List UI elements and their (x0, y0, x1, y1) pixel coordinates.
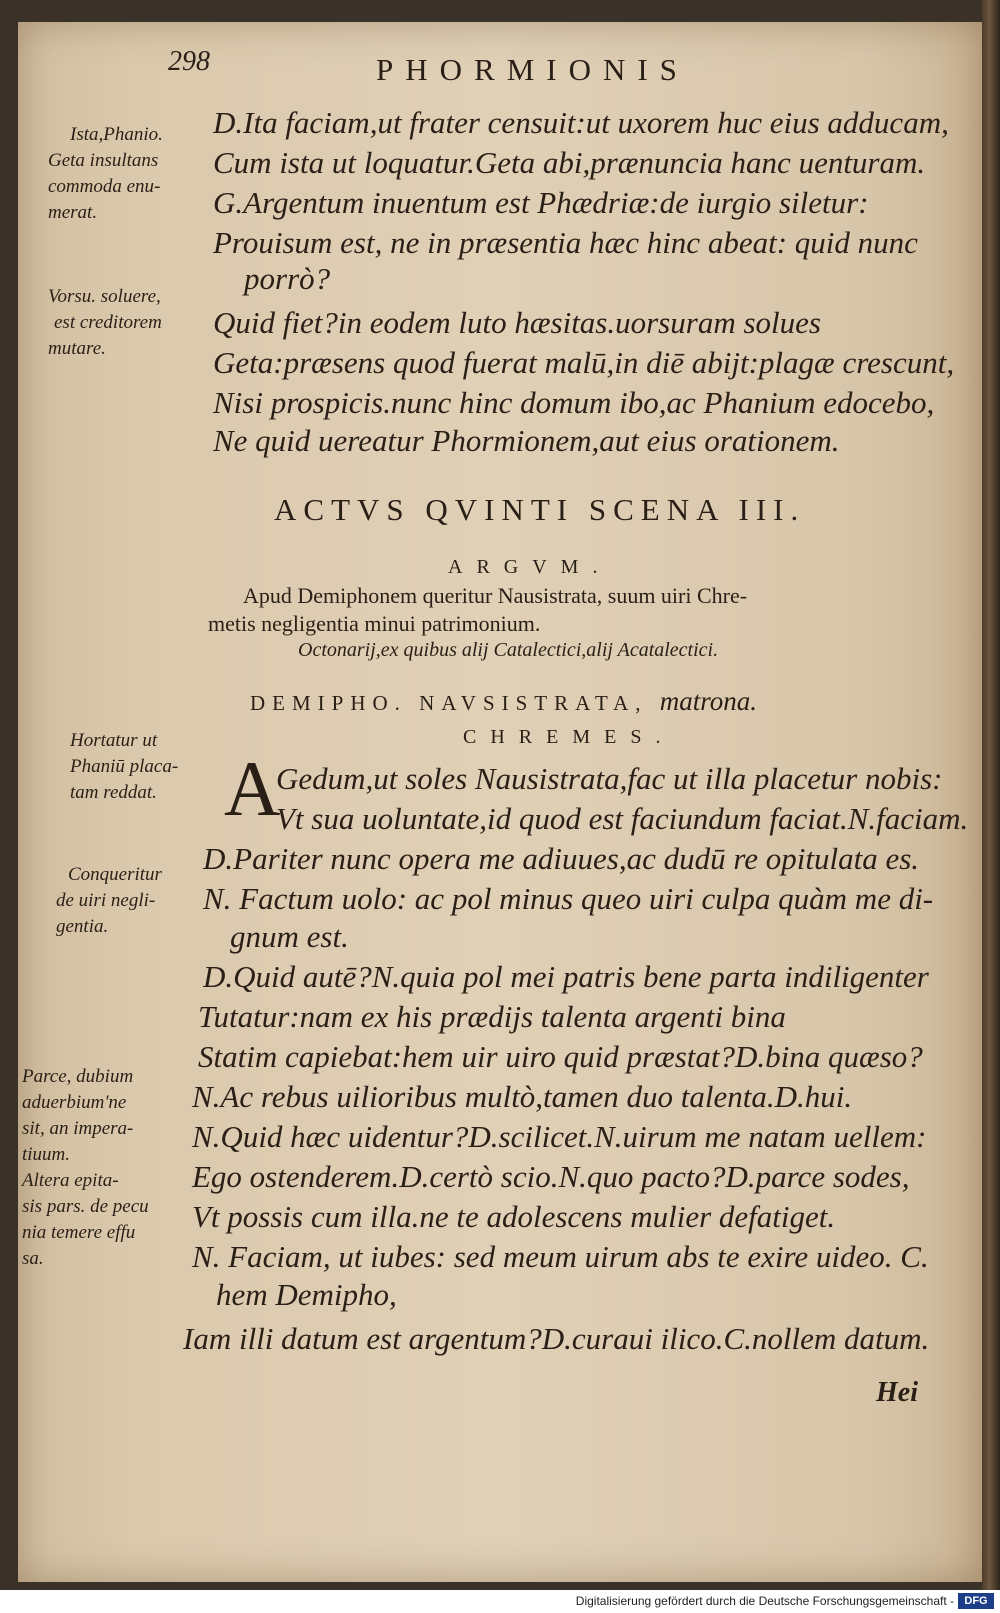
verse-line: N.Quid hæc uidentur?D.scilicet.N.uirum me natam uellem: (192, 1119, 927, 1154)
verse-line: D.Pariter nunc opera me adiuues,ac dudū re opitulata es. (203, 841, 920, 876)
verse-line: N. Faciam, ut iubes: sed meum uirum abs te exire uideo. C. (192, 1239, 929, 1274)
margin-note (22, 1064, 149, 1272)
margin-note-line: gentia. (56, 916, 109, 937)
verse-line: Statim capiebat:hem uir uiro quid præstat?D.bina quæso? (198, 1039, 923, 1074)
margin-note-line: Vorsu. soluere, (48, 286, 161, 307)
margin-note-line: commoda enu- (48, 176, 161, 197)
catchword: Hei (876, 1377, 918, 1408)
margin-note (48, 728, 178, 806)
persons-names: DEMIPHO. NAVSISTRATA, (250, 691, 648, 715)
margin-note-line: tiuum. (22, 1144, 71, 1165)
margin-note-line: sa. (22, 1248, 44, 1269)
margin-note-line: mutare. (48, 338, 106, 359)
verse-line: Ne quid uereatur Phormionem,aut eius orationem. (213, 423, 840, 458)
verse-line: Iam illi datum est argentum?D.curaui ilico.C.nollem datum. (183, 1321, 930, 1356)
argument-line: metis negligentia minui patrimonium. (208, 611, 541, 636)
book-edge (982, 0, 1000, 1590)
verse-line: Cum ista ut loquatur.Geta abi,prænuncia hanc uenturam. (213, 145, 926, 180)
act-heading: ACTVS QVINTI SCENA III. (274, 492, 806, 527)
margin-note-line: tam reddat. (70, 782, 157, 803)
argument-line: Apud Demiphonem queritur Nausistrata, suum uiri Chre- (243, 583, 748, 608)
verse-line: G.Argentum inuentum est Phædriæ:de iurgio siletur: (213, 185, 869, 220)
margin-note-line: sit, an impera- (22, 1118, 134, 1139)
margin-note-line: Geta insultans (48, 150, 159, 171)
verse-line: Geta:præsens quod fuerat malū,in diē abijt:plagæ crescunt, (213, 345, 955, 380)
margin-note-line: merat. (48, 202, 98, 223)
margin-note-line: Altera epita- (22, 1170, 119, 1191)
funding-credit: Digitalisierung gefördert durch die Deutsche Forschungsgemeinschaft - (575, 1594, 954, 1608)
page-number: 298 (168, 46, 210, 77)
persons-role: matrona. (659, 686, 758, 716)
verse-line: Ego ostenderem.D.certò scio.N.quo pacto?D.parce sodes, (192, 1159, 910, 1194)
argument-label: ARGVM. (448, 556, 612, 578)
margin-note-line: de uiri negli- (56, 890, 156, 911)
verse-line: porrò? (244, 261, 331, 296)
margin-note-line: Ista,Phanio. (70, 124, 163, 145)
dfg-logo-icon: DFG (958, 1593, 994, 1609)
margin-note (48, 862, 162, 940)
dramatis-personae-2: CHREMES. (463, 726, 675, 748)
meter-note: Octonarij,ex quibus alij Catalectici,alij Acatalectici. (298, 639, 719, 661)
verse-line: Quid fiet?in eodem luto hæsitas.uorsuram solues (213, 305, 821, 340)
margin-note (48, 122, 163, 226)
verse-line: D.Quid autē?N.quia pol mei patris bene parta indiligenter (203, 959, 929, 994)
book-page (18, 22, 982, 1582)
footer-bar (0, 1590, 1000, 1613)
margin-note-line: Phaniū placa- (70, 756, 179, 777)
verse-line: Prouisum est, ne in præsentia hæc hinc abeat: quid nunc (213, 225, 918, 260)
margin-note-line: Conqueritur (68, 864, 162, 885)
verse-line: Nisi prospicis.nunc hinc domum ibo,ac Phanium edocebo, (213, 385, 935, 420)
verse-line: Tutatur:nam ex his prædijs talenta argenti bina (198, 999, 786, 1034)
margin-note-line: aduerbium'ne (22, 1092, 127, 1113)
verse-line: N.Ac rebus uilioribus multò,tamen duo talenta.D.hui. (192, 1079, 853, 1114)
margin-note (48, 284, 162, 362)
margin-note-line: sis pars. de pecu (22, 1196, 149, 1217)
dramatis-personae (250, 686, 757, 717)
verse-line: D.Ita faciam,ut frater censuit:ut uxorem huc eius adducam, (213, 105, 949, 140)
verse-line: hem Demipho, (216, 1277, 397, 1312)
verse-line: Gedum,ut soles Nausistrata,fac ut illa placetur nobis: (276, 761, 943, 796)
verse-line: gnum est. (230, 919, 349, 954)
margin-note-line: nia temere effu (22, 1222, 136, 1243)
margin-note-line: est creditorem (54, 312, 162, 333)
margin-note-line: Parce, dubium (22, 1066, 134, 1087)
drop-cap: A (224, 745, 281, 832)
verse-line: Vt sua uoluntate,id quod est faciundum faciat.N.faciam. (276, 801, 969, 836)
margin-note-line: Hortatur ut (70, 730, 158, 751)
running-head: PHORMIONIS (376, 52, 689, 87)
verse-line: Vt possis cum illa.ne te adolescens mulier defatiget. (192, 1199, 836, 1234)
verse-line: N. Factum uolo: ac pol minus queo uiri culpa quàm me di- (203, 881, 934, 916)
